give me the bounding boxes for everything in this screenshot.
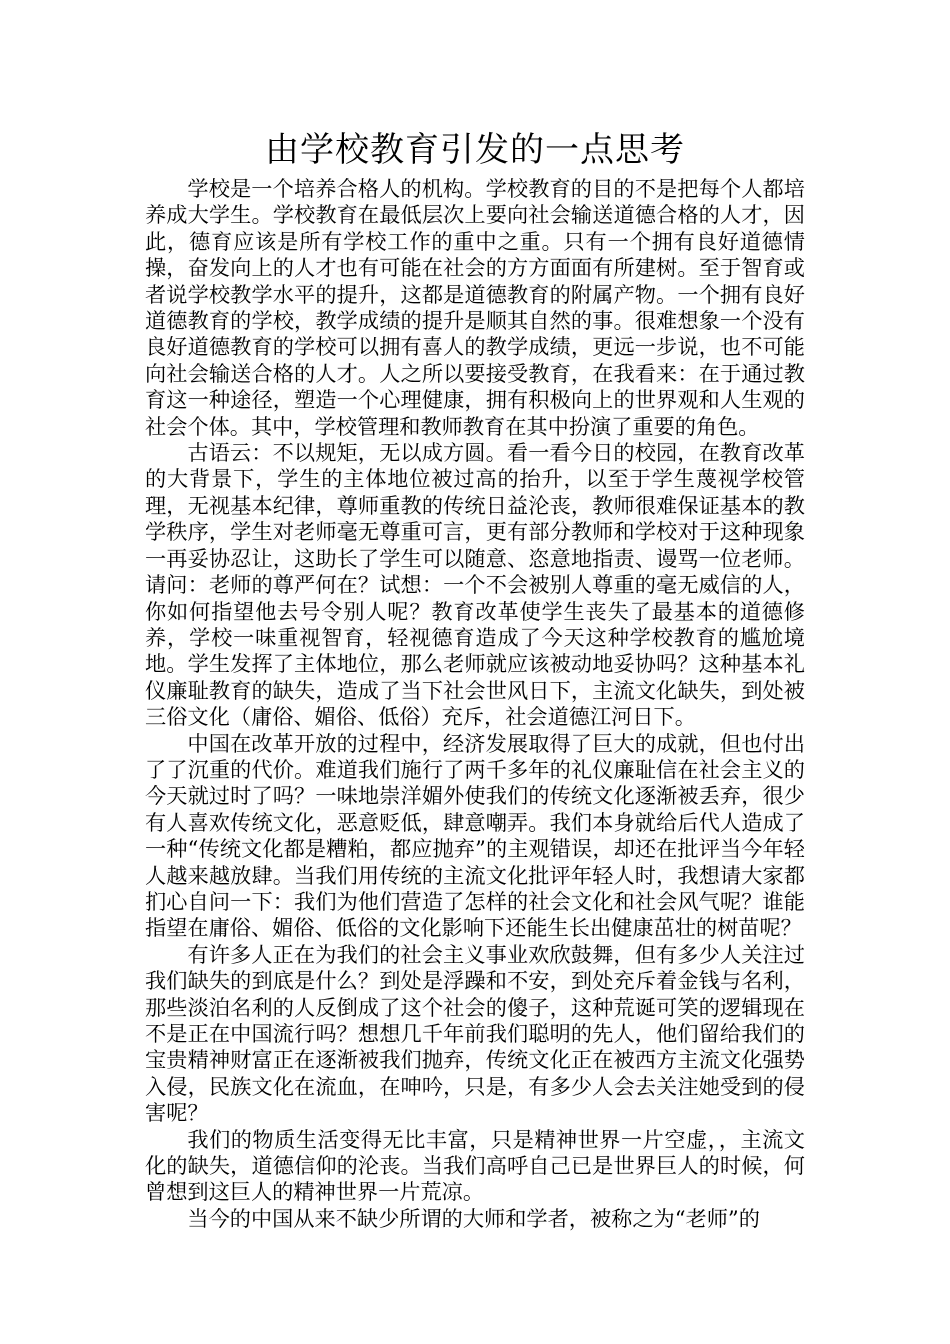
document-body	[145, 176, 805, 1232]
paragraph-1: 学校是一个培养合格人的机构。学校教育的目的不是把每个人都培养成大学生。学校教育在最低层次上要向社会输送道德合格的人才，因此，德育应该是所有学校工作的重中之重。只有一个拥有良好道德情操，奋发向上的人才也有可能在社会的方方面面有所建树。至于智育或者说学校教学水平的提升，这都是道德教育的附属产物。一个拥有良好道德教育的学校，教学成绩的提升是顺其自然的事。很难想象一个没有良好道德教育的学校可以拥有喜人的教学成绩，更远一步说，也不可能向社会输送合格的人才。人之所以要接受教育，在我看来：在于通过教育这一种途径，塑造一个心理健康，拥有积极向上的世界观和人生观的社会个体。其中，学校管理和教师教育在其中扮演了重要的角色。	[145, 176, 805, 439]
document-title: 由学校教育引发的一点思考	[265, 130, 685, 170]
paragraph-6: 当今的中国从来不缺少所谓的大师和学者，被称之为“老师”的	[187, 1205, 760, 1231]
paragraph-3: 中国在改革开放的过程中，经济发展取得了巨大的成就，但也付出了了沉重的代价。难道我们施行了两千多年的礼仪廉耻信在社会主义的今天就过时了吗？一味地崇洋媚外使我们的传统文化逐渐被丢弃，很少有人喜欢传统文化，恶意贬低，肆意嘲弄。我们本身就给后代人造成了一种“传统文化都是糟粕，都应抛弃”的主观错误，却还在批评当今年轻人越来越放肆。当我们用传统的主流文化批评年轻人时，我想请大家都扪心自问一下：我们为他们营造了怎样的社会文化和社会风气呢？谁能指望在庸俗、媚俗、低俗的文化影响下还能生长出健康茁壮的树苗呢？	[145, 730, 805, 941]
paragraph-5: 我们的物质生活变得无比丰富，只是精神世界一片空虚，，主流文化的缺失，道德信仰的沦丧。当我们高呼自己已是世界巨人的时候，何曾想到这巨人的精神世界一片荒凉。	[145, 1126, 805, 1205]
paragraph-2: 古语云：不以规矩，无以成方圆。看一看今日的校园，在教育改革的大背景下，学生的主体地位被过高的抬升，以至于学生蔑视学校管理，无视基本纪律，尊师重教的传统日益沦丧，教师很难保证基本的教学秩序，学生对老师毫无尊重可言，更有部分教师和学校对于这种现象一再妥协忍让，这助长了学生可以随意、恣意地指责、谩骂一位老师。请问：老师的尊严何在？试想：一个不会被别人尊重的毫无威信的人，你如何指望他去号令别人呢？教育改革使学生丧失了最基本的道德修养，学校一味重视智育，轻视德育造成了今天这种学校教育的尴尬境地。学生发挥了主体地位，那么老师就应该被动地妥协吗？这种基本礼仪廉耻教育的缺失，造成了当下社会世风日下，主流文化缺失，到处被三俗文化（庸俗、媚俗、低俗）充斥，社会道德江河日下。	[145, 440, 805, 730]
paragraph-4: 有许多人正在为我们的社会主义事业欢欣鼓舞，但有多少人关注过我们缺失的到底是什么？到处是浮躁和不安，到处充斥着金钱与名利，那些淡泊名利的人反倒成了这个社会的傻子，这种荒诞可笑的逻辑现在不是正在中国流行吗？想想几千年前我们聪明的先人，他们留给我们的宝贵精神财富正在逐渐被我们抛弃，传统文化正在被西方主流文化强势入侵，民族文化在流血，在呻吟，只是，有多少人会去关注她受到的侵害呢？	[145, 941, 805, 1126]
